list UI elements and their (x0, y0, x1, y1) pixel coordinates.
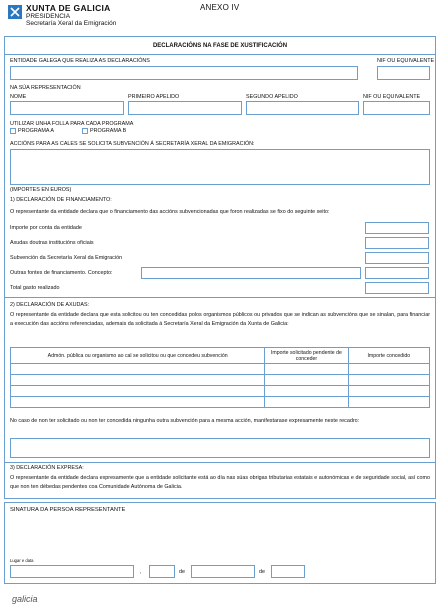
table-header-row (11, 348, 430, 364)
table-cell[interactable] (11, 386, 265, 397)
org-main: XUNTA DE GALICIA (26, 3, 111, 13)
section-divider (5, 297, 435, 298)
rep-surname1-label: PRIMEIRO APELIDO (128, 94, 180, 100)
section-divider (5, 462, 435, 463)
financing-row-label: Importe por conta da entidade (10, 225, 82, 231)
rep-name-label: NOME (10, 94, 27, 100)
rep-surname2-field[interactable] (246, 101, 359, 115)
financing-text: O representante da entidade declara que o financiamento das accións subvencionadas que foron realizadas se fixo do seguinte xeito: (10, 209, 330, 215)
de-separator-1: de (179, 569, 185, 575)
table-row (11, 364, 430, 375)
table-cell[interactable] (11, 375, 265, 386)
amounts-note: (IMPORTES EN EUROS) (10, 187, 72, 193)
organization-block (26, 4, 116, 27)
program-a-label: PROGRAMA A (18, 128, 54, 134)
aids-heading: 2) DECLARACIÓN DE AXUDAS: (10, 302, 90, 308)
year-field[interactable] (271, 565, 305, 578)
actions-field[interactable] (10, 149, 430, 185)
month-field[interactable] (191, 565, 255, 578)
comma-separator: , (140, 569, 142, 575)
no-aid-field[interactable] (10, 438, 430, 458)
table-row (11, 375, 430, 386)
rep-nif-label: NIF OU EQUIVALENTE (363, 94, 421, 100)
col-organism-header: Admón. pública ou organismo ao cal se solicitou ou que concedeu subvención (11, 348, 265, 364)
financing-row-label: Subvención da Secretaría Xeral da Emigración (10, 255, 123, 261)
rep-nif-field[interactable] (363, 101, 430, 115)
no-aid-text: No caso de non ter solicitado ou non ter concedida ningunha outra subvención para a mesma acción, manifestarase expresamente neste recadro: (10, 418, 360, 424)
program-b-checkbox[interactable] (82, 128, 88, 134)
financing-row-amount[interactable] (365, 237, 429, 249)
rep-name-field[interactable] (10, 101, 124, 115)
org-dept: PRESIDENCIA (26, 13, 71, 20)
entity-nif-label: NIF OU EQUIVALENTE (377, 58, 435, 64)
day-field[interactable] (149, 565, 175, 578)
col-granted-header: Importe concedido (348, 348, 429, 364)
express-heading: 3) DECLARACIÓN EXPRESA: (10, 465, 84, 471)
financing-total-amount[interactable] (365, 282, 429, 294)
xunta-logo-icon (8, 5, 22, 19)
table-cell[interactable] (11, 397, 265, 408)
place-field[interactable] (10, 565, 134, 578)
entity-name-field[interactable] (10, 66, 358, 80)
financing-row-amount[interactable] (365, 252, 429, 264)
table-row (11, 397, 430, 408)
rep-surname2-label: SEGUNDO APELIDO (246, 94, 298, 100)
table-cell[interactable] (348, 375, 429, 386)
aids-text: O representante da entidade declara que esta solicitou ou ten concedidas polos organismos públicos ou privados que se indican as subvencións que se sinalan, para financiar a execución das accións referenciadas, ademais da solicitada á Secretaría Xeral da Emigración da Xunta de Galicia: (10, 312, 430, 327)
programs-label: UTILIZAR UNHA FOLLA PARA CADA PROGRAMA (10, 121, 134, 127)
financing-concept-field[interactable] (141, 267, 361, 279)
place-date-label: Lugar e data (10, 558, 34, 563)
express-text: O representante da entidade declara expresamente que a entidade solicitante está ao día nas súas obrigas tributarias estatais e autonómicas e de seguridade social, así como que non ten débedas pendentes coa Comunidade Autónoma de Galicia. (10, 475, 430, 490)
financing-row-label: Axudas doutras institucións oficiais (10, 240, 94, 246)
table-cell[interactable] (348, 386, 429, 397)
col-requested-header: Importe solicitado pendente de conceder (265, 348, 348, 364)
actions-label: ACCIÓNS PARA AS CALES SE SOLICITA SUBVENCIÓN Á SECRETARÍA XERAL DA EMIGRACIÓN: (10, 141, 255, 147)
table-cell[interactable] (265, 386, 348, 397)
financing-total-label: Total gasto realizado (10, 285, 60, 291)
entity-nif-field[interactable] (377, 66, 430, 80)
financing-heading: 1) DECLARACIÓN DE FINANCIAMENTO: (10, 197, 112, 203)
declarations-form (4, 36, 436, 499)
program-a-checkbox[interactable] (10, 128, 16, 134)
signature-section (4, 502, 436, 584)
entity-label: ENTIDADE GALEGA QUE REALIZA AS DECLARACIÓNS (10, 58, 150, 64)
table-cell[interactable] (11, 364, 265, 375)
rep-surname1-field[interactable] (128, 101, 242, 115)
de-separator-2: de (259, 569, 265, 575)
table-row (11, 386, 430, 397)
table-cell[interactable] (265, 375, 348, 386)
org-sub: Secretaría Xeral da Emigración (26, 20, 117, 28)
financing-row-amount[interactable] (365, 222, 429, 234)
signature-label: SINATURA DA PERSOA REPRESENTANTE (10, 507, 126, 513)
financing-row-amount[interactable] (365, 267, 429, 279)
form-title: DECLARACIÓNS NA FASE DE XUSTIFICACIÓN (152, 43, 288, 49)
galicia-logo: galicia (12, 594, 38, 604)
table-cell[interactable] (265, 397, 348, 408)
representation-label: NA SÚA REPRESENTACIÓN (10, 85, 81, 91)
program-b-label: PROGRAMA B (90, 128, 127, 134)
aids-table (10, 347, 430, 408)
table-cell[interactable] (348, 364, 429, 375)
annex-label: ANEXO IV (200, 3, 240, 12)
table-cell[interactable] (348, 397, 429, 408)
title-divider (5, 54, 435, 55)
financing-row-label: Outras fontes de financiamento. Concepto: (10, 270, 113, 276)
table-cell[interactable] (265, 364, 348, 375)
